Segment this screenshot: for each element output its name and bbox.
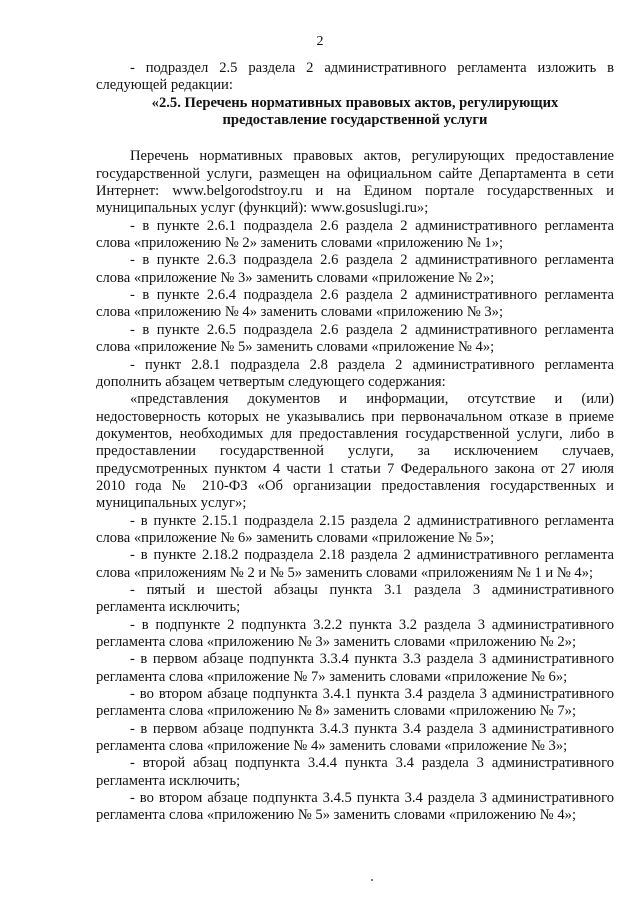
paragraph-amendment-2-6-4: - в пункте 2.6.4 подраздела 2.6 раздела 2 административного регламента слова «приложению № 4» заменить словами «приложению № 3»;: [96, 287, 614, 321]
section-heading: [96, 95, 614, 130]
paragraph-amendment-3-2-2: - в подпункте 2 подпункта 3.2.2 пункта 3.2 раздела 3 административного регламента слова «приложению № 3» заменить словами «приложению № 2»;: [96, 616, 614, 650]
paragraph-new-clause-text: «представления документов и информации, отсутствие и (или) недостоверность которых не указывались при первоначальном отказе в приеме документов, необходимых для предоставления государственной услуги, либо в предоставлении государственной услуги, за исключением случаев, предусмотренных пунктом 4 части 1 статьи 7 Федерального закона от 27 июля 2010 года № 210-ФЗ «Об организации предоставления государственных и муниципальных услуг»;: [96, 391, 614, 512]
section-heading-line-2: предоставление государственной услуги: [222, 112, 488, 129]
paragraph-amendment-3-4-3: - в первом абзаце подпункта 3.4.3 пункта 3.4 раздела 3 административного регламента слова «приложение № 4» заменить словами «приложение № 3»;: [96, 720, 614, 755]
paragraph-amendment-3-1: - пятый и шестой абзацы пункта 3.1 раздела 3 административного регламента исключить;: [96, 581, 614, 616]
paragraph-amendment-3-4-5: - во втором абзаце подпункта 3.4.5 пункта 3.4 раздела 3 административного регламента слова «приложению № 5» заменить словами «приложению № 4»;: [96, 790, 614, 824]
paragraph-amendment-3-4-1: - во втором абзаце подпункта 3.4.1 пункта 3.4 раздела 3 административного регламента слова «приложению № 8» заменить словами «приложению № 7»;: [96, 686, 614, 720]
paragraph-amendment-3-4-4: - второй абзац подпункта 3.4.4 пункта 3.4 раздела 3 административного регламента исключить;: [96, 755, 614, 789]
paragraph-legal-acts-list: Перечень нормативных правовых актов, регулирующих предоставление государственной услуги, размещен на официальном сайте Департамента в сети Интернет: www.belgorodstroy.ru и на Едином портале государственных и муниципальных услуг (функций): www.gosuslugi.ru»;: [96, 148, 614, 217]
paragraph-amendment-2-6-3: - в пункте 2.6.3 подраздела 2.6 раздела 2 административного регламента слова «приложение № 3» заменить словами «приложение № 2»;: [96, 252, 614, 286]
paragraph-amendment-2-6-1: - в пункте 2.6.1 подраздела 2.6 раздела 2 административного регламента слова «приложению № 2» заменить словами «приложению № 1»;: [96, 217, 614, 252]
document-body: [96, 60, 614, 825]
page-number: 2: [316, 34, 324, 49]
paragraph-amendment-2-15-1: - в пункте 2.15.1 подраздела 2.15 раздела 2 административного регламента слова «приложение № 6» заменить словами «приложение № 5»;: [96, 512, 614, 546]
paragraph-amendment-2-8-1: - пункт 2.8.1 подраздела 2.8 раздела 2 административного регламента дополнить абзацем четвертым следующего содержания:: [96, 356, 614, 390]
paragraph-amendment-3-3-4: - в первом абзаце подпункта 3.3.4 пункта 3.3 раздела 3 административного регламента слова «приложение № 7» заменить словами «приложение № 6»;: [96, 651, 614, 685]
paragraph-amendment-2-18-2: - в пункте 2.18.2 подраздела 2.18 раздела 2 административного регламента слова «приложениям № 2 и № 5» заменить словами «приложениям № 1 и № 4»;: [96, 547, 614, 581]
paragraph-amendment-2-6-5: - в пункте 2.6.5 подраздела 2.6 раздела 2 административного регламента слова «приложение № 5» заменить словами «приложение № 4»;: [96, 321, 614, 356]
scan-speck: [371, 879, 373, 881]
section-heading-line-1: «2.5. Перечень нормативных правовых актов, регулирующих: [151, 94, 559, 111]
intro-paragraph: - подраздел 2.5 раздела 2 административного регламента изложить в следующей редакции:: [96, 60, 614, 94]
